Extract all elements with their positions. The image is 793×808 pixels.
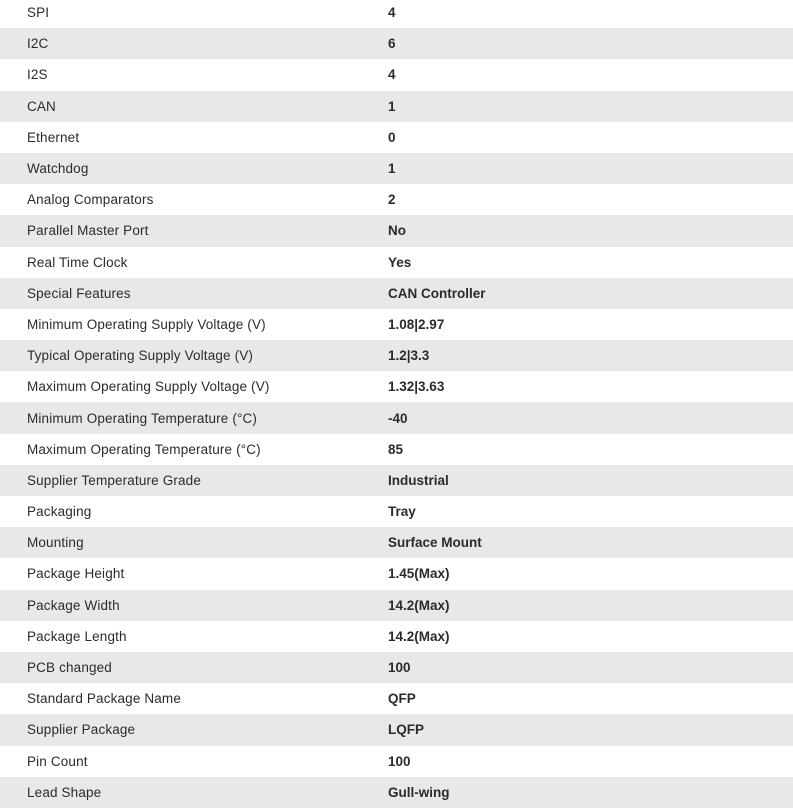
spec-label: Analog Comparators	[27, 192, 154, 208]
spec-value: QFP	[388, 691, 416, 707]
spec-row-pcb-changed	[0, 652, 793, 683]
spec-value: 100	[388, 753, 411, 769]
spec-label: Maximum Operating Supply Voltage (V)	[27, 379, 270, 395]
spec-value: 1.32|3.63	[388, 379, 445, 395]
spec-label: I2S	[27, 67, 48, 83]
spec-row-real-time-clock	[0, 247, 793, 278]
spec-row-supplier-package	[0, 714, 793, 745]
spec-row-package-length	[0, 621, 793, 652]
spec-value: 1	[388, 98, 396, 114]
spec-row-max-temperature	[0, 434, 793, 465]
spec-value: 100	[388, 660, 411, 676]
spec-value: CAN Controller	[388, 285, 486, 301]
spec-value: -40	[388, 410, 408, 426]
spec-row-can	[0, 91, 793, 122]
spec-label: Minimum Operating Temperature (°C)	[27, 410, 258, 426]
spec-value: Tray	[388, 504, 416, 520]
spec-row-analog-comparators	[0, 184, 793, 215]
spec-value: 2	[388, 192, 396, 208]
spec-value: Gull-wing	[388, 784, 450, 800]
spec-label: Supplier Temperature Grade	[27, 472, 201, 488]
spec-row-max-supply-voltage	[0, 371, 793, 402]
spec-label: Package Width	[27, 597, 120, 613]
spec-label: Minimum Operating Supply Voltage (V)	[27, 316, 266, 332]
spec-row-i2s	[0, 59, 793, 90]
spec-value: 14.2(Max)	[388, 628, 450, 644]
spec-row-package-height	[0, 558, 793, 589]
spec-row-temperature-grade	[0, 465, 793, 496]
spec-value: 85	[388, 441, 404, 457]
spec-value: 14.2(Max)	[388, 597, 450, 613]
spec-label: SPI	[27, 5, 50, 21]
spec-label: Package Length	[27, 628, 127, 644]
spec-label: Standard Package Name	[27, 691, 181, 707]
spec-value: 6	[388, 36, 396, 52]
spec-label: Real Time Clock	[27, 254, 128, 270]
spec-row-standard-package-name	[0, 683, 793, 714]
spec-row-ethernet	[0, 122, 793, 153]
spec-label: Parallel Master Port	[27, 223, 149, 239]
spec-label: PCB changed	[27, 660, 112, 676]
spec-value: Yes	[388, 254, 412, 270]
spec-row-lead-shape	[0, 777, 793, 808]
spec-row-package-width	[0, 590, 793, 621]
spec-value: LQFP	[388, 722, 424, 738]
spec-value: Surface Mount	[388, 535, 482, 551]
spec-row-typ-supply-voltage	[0, 340, 793, 371]
spec-row-pin-count	[0, 746, 793, 777]
spec-row-min-supply-voltage	[0, 309, 793, 340]
spec-label: Maximum Operating Temperature (°C)	[27, 441, 261, 457]
spec-label: Mounting	[27, 535, 84, 551]
spec-label: Special Features	[27, 285, 131, 301]
spec-label: Supplier Package	[27, 722, 136, 738]
spec-row-parallel-master-port	[0, 215, 793, 246]
spec-label: CAN	[27, 98, 56, 114]
spec-label: Pin Count	[27, 753, 88, 769]
spec-row-i2c	[0, 28, 793, 59]
spec-value: 1.08|2.97	[388, 316, 445, 332]
spec-value: No	[388, 223, 406, 239]
spec-value: 1	[388, 161, 396, 177]
spec-label: Watchdog	[27, 161, 89, 177]
spec-label: Lead Shape	[27, 784, 102, 800]
spec-row-mounting	[0, 527, 793, 558]
spec-value: Industrial	[388, 472, 449, 488]
spec-label: Ethernet	[27, 129, 80, 145]
spec-label: Packaging	[27, 504, 92, 520]
spec-label: Typical Operating Supply Voltage (V)	[27, 348, 254, 364]
spec-value: 4	[388, 67, 396, 83]
spec-row-spi	[0, 0, 793, 28]
spec-value: 1.2|3.3	[388, 348, 430, 364]
spec-value: 4	[388, 5, 396, 21]
spec-value: 0	[388, 129, 396, 145]
spec-row-packaging	[0, 496, 793, 527]
spec-value: 1.45(Max)	[388, 566, 450, 582]
spec-label: I2C	[27, 36, 49, 52]
spec-row-watchdog	[0, 153, 793, 184]
spec-label: Package Height	[27, 566, 125, 582]
spec-row-special-features	[0, 278, 793, 309]
spec-row-min-temperature	[0, 402, 793, 433]
